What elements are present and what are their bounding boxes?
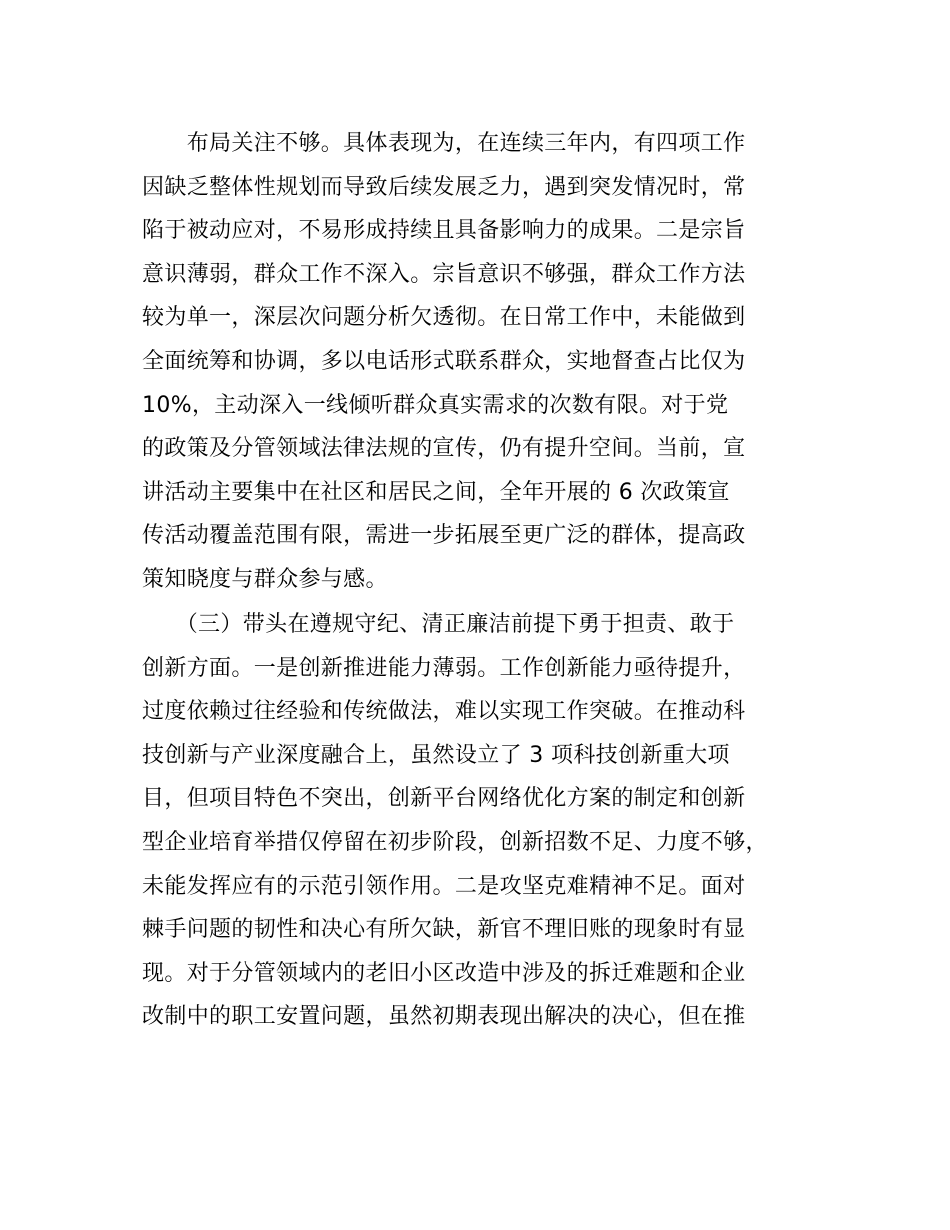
text-line: 改制中的职工安置问题，虽然初期表现出解决的决心，但在推 [142, 1004, 746, 1030]
text-line: 因缺乏整体性规划而导致后续发展乏力，遇到突发情况时，常 [142, 174, 746, 200]
text-line: 10%，主动深入一线倾听群众真实需求的次数有限。对于党 [142, 392, 729, 418]
text-line: 过度依赖过往经验和传统做法，难以实现工作突破。在推动科 [142, 699, 746, 725]
text-line: 创新方面。一是创新推进能力薄弱。工作创新能力亟待提升， [142, 655, 746, 681]
text-line: 较为单一，深层次问题分析欠透彻。在日常工作中，未能做到 [142, 305, 746, 331]
text-line: （三）带头在遵规守纪、清正廉洁前提下勇于担责、敢于 [142, 612, 735, 637]
text-line: 传活动覆盖范围有限，需进一步拓展至更广泛的群体，提高政 [142, 523, 746, 549]
paragraph-1 [142, 122, 842, 602]
text-line: 讲活动主要集中在社区和居民之间，全年开展的 6 次政策宣 [142, 479, 730, 505]
text-line: 陷于被动应对，不易形成持续且具备影响力的成果。二是宗旨 [142, 218, 746, 244]
text-line: 意识薄弱，群众工作不深入。宗旨意识不够强，群众工作方法 [142, 261, 746, 287]
text-line: 技创新与产业深度融合上，虽然设立了 3 项科技创新重大项 [142, 742, 730, 768]
text-line: 的政策及分管领域法律法规的宣传，仍有提升空间。当前，宣 [142, 436, 746, 462]
text-line: 棘手问题的韧性和决心有所欠缺，新官不理旧账的现象时有显 [142, 917, 746, 943]
text-line: 布局关注不够。具体表现为，在连续三年内，有四项工作 [142, 131, 746, 156]
text-line: 策知晓度与群众参与感。 [142, 566, 388, 592]
text-line: 型企业培育举措仅停留在初步阶段，创新招数不足、力度不够， [142, 829, 768, 855]
text-line: 目，但项目特色不突出，创新平台网络优化方案的制定和创新 [142, 786, 746, 812]
paragraph-2 [142, 603, 842, 1039]
text-line: 全面统筹和协调，多以电话形式联系群众，实地督查占比仅为 [142, 348, 746, 374]
text-line: 现。对于分管领域内的老旧小区改造中涉及的拆迁难题和企业 [142, 960, 746, 986]
text-line: 未能发挥应有的示范引领作用。二是攻坚克难精神不足。面对 [142, 873, 746, 899]
